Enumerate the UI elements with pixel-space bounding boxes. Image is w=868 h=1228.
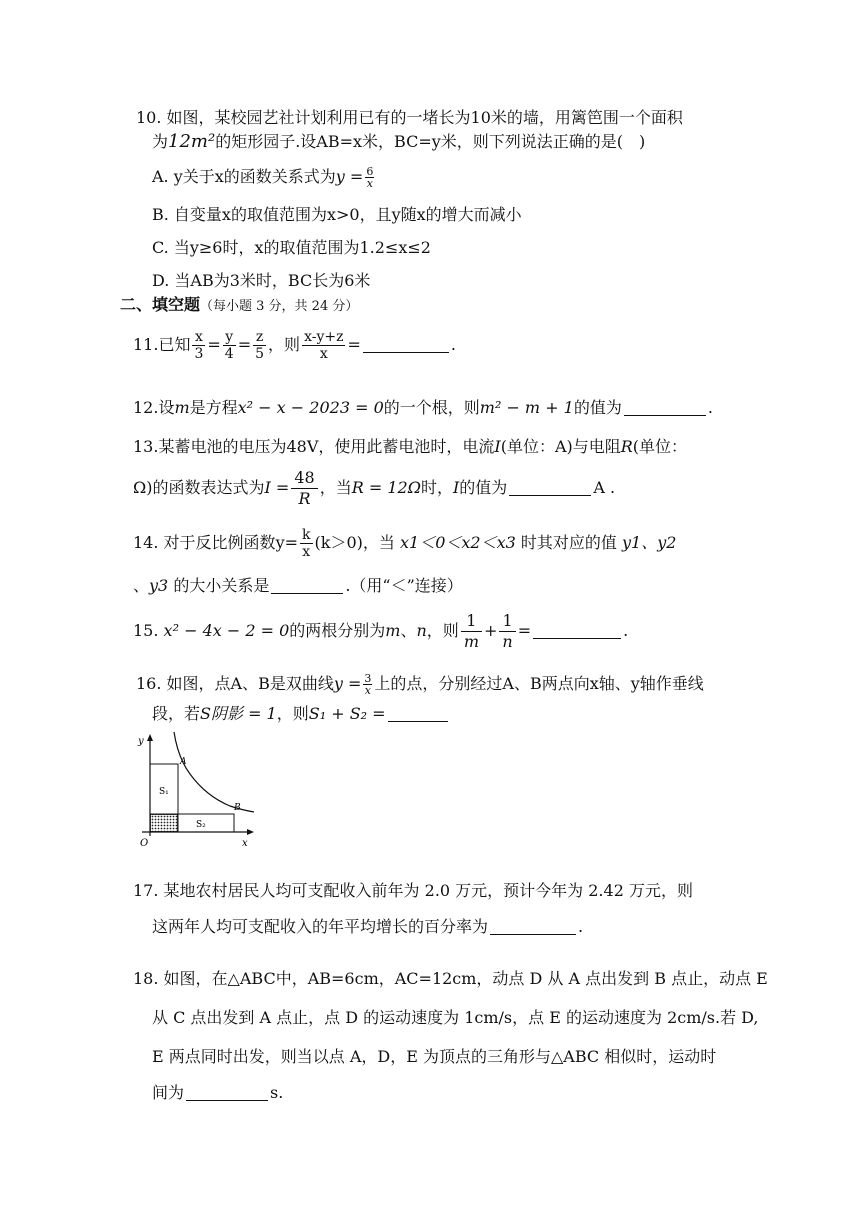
q14-pre: 对于反比例函数 xyxy=(163,533,276,552)
point-a-label: A xyxy=(180,757,187,767)
q10-frac-num: 6 xyxy=(366,165,374,178)
q12: 12.设m是方程x² − x − 2023 = 0的一个根，则m² − m + 1的值为 . xyxy=(133,398,713,417)
q13-formula-fraction xyxy=(291,468,317,509)
q14-fraction xyxy=(300,527,312,560)
q14-post: 时其对应的值 xyxy=(520,533,617,552)
q16-fraction xyxy=(363,673,372,696)
q11-f3-top: z xyxy=(253,329,266,346)
q15-answer-blank[interactable] xyxy=(533,622,621,639)
q13-formula-num: 48 xyxy=(291,468,317,489)
q10-option-b: B. 自变量x的取值范围为x>0，且y随x的增大而减小 xyxy=(152,205,522,224)
q17-text-1: 某地农村居民人均可支配收入前年为 2.0 万元，预计今年为 2.42 万元，则 xyxy=(163,881,693,900)
q10-frac-den: x xyxy=(366,177,373,190)
q17-number: 17. xyxy=(133,881,159,900)
y-axis-label: y xyxy=(138,736,144,747)
section-title: 二、填空题 xyxy=(120,295,201,314)
q11-f1-bot: 3 xyxy=(194,346,204,362)
q18-line2: 从 C 点出发到 A 点止，点 D 的运动速度为 1cm/s，点 E 的运动速度为 2cm/s.若 D, xyxy=(152,1008,759,1027)
q14-y3: y3 xyxy=(149,576,169,595)
q15-equals: = xyxy=(517,621,532,640)
section-note: （每小题 3 分，共 24 分） xyxy=(200,299,359,314)
q10-text-2b: 的矩形园子.设AB=x米，BC=y米，则下列说法正确的是( ) xyxy=(215,132,646,151)
q16-frac-bot: x xyxy=(364,684,372,697)
q13-r: R xyxy=(620,437,633,456)
q11-f2-bot: 4 xyxy=(224,346,234,362)
q12-text-b: 是方程 xyxy=(189,398,238,417)
q11-pre: 已知 xyxy=(158,335,191,354)
hyperbola-curve xyxy=(174,732,254,812)
shaded-region xyxy=(151,815,178,832)
q10-option-d: D. 当AB为3米时，BC长为6米 xyxy=(152,271,371,290)
q14-y: y= xyxy=(275,533,299,552)
q14-text-2b: 的大小关系是 xyxy=(173,576,270,595)
q17-answer-blank[interactable] xyxy=(490,918,576,935)
q18-answer-blank[interactable] xyxy=(186,1084,268,1101)
q12-text-a: 设 xyxy=(158,398,175,417)
q10-option-c: C. 当y≥6时，x的取值范围为1.2≤x≤2 xyxy=(152,238,431,257)
q15-equation: x² − 4x − 2 = 0 xyxy=(163,621,290,640)
q14-text-2a: 、 xyxy=(133,576,150,595)
q16-line2 xyxy=(152,703,450,725)
q10-text-2a: 为 xyxy=(152,132,169,151)
q10-option-a-y: y = xyxy=(335,167,364,186)
q12-text-c: 的一个根，则 xyxy=(383,398,480,417)
q14-answer-blank[interactable] xyxy=(271,577,343,594)
q13-number: 13. xyxy=(133,437,159,456)
q16-text-1a: 如图，点A、B是双曲线 xyxy=(166,674,334,693)
x-axis-label: x xyxy=(242,838,248,849)
q13-line2 xyxy=(133,468,615,509)
q15-frac-2 xyxy=(499,611,515,652)
q13-text-1c: (单位： xyxy=(632,437,688,456)
q17-text-2: 这两年人均可支配收入的年平均增长的百分率为 xyxy=(152,917,489,936)
q15: 15. x² − 4x − 2 = 0的两根分别为m、n，则 $\frac{1}{m}$ + $\frac{1}{n}$ = . xyxy=(133,611,629,651)
s1-label: S₁ xyxy=(159,787,169,797)
q13-answer-blank[interactable] xyxy=(509,479,591,496)
q14-line1 xyxy=(133,526,676,560)
q12-m: m xyxy=(174,398,190,417)
y-axis-arrow xyxy=(147,734,153,741)
q18-text-4a: 间为 xyxy=(152,1083,185,1102)
q16-line1 xyxy=(136,670,704,698)
q11-f4-bot: x xyxy=(319,346,328,362)
q15-frac-1 xyxy=(461,611,482,652)
q10-line1 xyxy=(136,107,683,129)
q10-number: 10. xyxy=(136,108,162,127)
q13-text-2a: Ω)的函数表达式为 xyxy=(133,478,265,497)
q13-line1 xyxy=(133,436,687,458)
q12-equation: x² − x − 2023 = 0 xyxy=(237,398,384,417)
q11-f1-top: x xyxy=(192,329,205,346)
q14-text-2c: .（用“＜”连接） xyxy=(345,576,463,595)
q10-option-a xyxy=(152,166,376,189)
q14-frac-bot: x xyxy=(302,544,311,560)
q16-number: 16. xyxy=(136,674,162,693)
q18-text-4b: s. xyxy=(270,1083,284,1102)
q16-sum: S₁ + S₂ = xyxy=(308,704,386,723)
q15-text-a: 的两根分别为 xyxy=(289,621,386,640)
x-axis-arrow xyxy=(247,829,254,835)
q12-expr: m² − m + 1 xyxy=(479,398,574,417)
q11-frac-z xyxy=(253,329,266,362)
q13-unit: A . xyxy=(593,478,616,497)
q18-number: 18. xyxy=(133,969,159,988)
q15-f2-bot: n xyxy=(502,632,513,651)
point-b-label: B xyxy=(234,803,241,813)
q16-text-1b: 上的点，分别经过A、B两点向x轴、y轴作垂线 xyxy=(374,674,704,693)
q17-line1 xyxy=(133,880,693,902)
q14-frac-top: k xyxy=(302,527,311,543)
q12-text-d: 的值为 xyxy=(573,398,622,417)
q15-sep: 、 xyxy=(400,621,417,640)
q15-f1-top: 1 xyxy=(461,611,482,632)
q15-f2-top: 1 xyxy=(499,611,515,632)
q13-text-2c: 时， xyxy=(420,478,453,497)
q10-text-1: 如图，某校园艺社计划利用已有的一堵长为10米的墙，用篱笆围一个面积 xyxy=(166,108,683,127)
q11-frac-x xyxy=(192,329,205,362)
q11-equals: = xyxy=(347,335,361,354)
q15-text-b: ，则 xyxy=(426,621,459,640)
q15-m: m xyxy=(385,621,401,640)
q13-i: I xyxy=(494,437,501,456)
q16-text-2b: ，则 xyxy=(276,704,309,723)
q16-shaded-area: S阴影 = 1 xyxy=(200,704,277,723)
q13-i-2: I xyxy=(452,478,460,497)
q11: 11.已知 $\frac{x}{3}$ = $\frac{y}{4}$ = $\frac{z}{5}$ ，则 $\frac{x-y+z}{x}$ = . xyxy=(133,329,456,362)
q11-mid: ，则 xyxy=(268,335,301,354)
q16-y: y = xyxy=(333,674,362,693)
q13-formula-lhs: I = xyxy=(264,478,290,497)
q18-line1 xyxy=(133,968,768,990)
q14-inequality: x1＜0＜x2＜x3 xyxy=(399,533,516,552)
q11-f3-bot: 5 xyxy=(255,346,265,362)
q13-condition: R = 12Ω xyxy=(351,478,421,497)
q10-option-a-text: A. y关于x的函数关系式为 xyxy=(152,167,336,186)
q16-answer-blank[interactable] xyxy=(388,705,448,722)
q14-condition: (k＞0) xyxy=(314,533,363,552)
q16-frac-top: 3 xyxy=(364,672,372,685)
q14-values: y1、y2 xyxy=(621,533,677,552)
q10-option-a-fraction xyxy=(365,166,374,189)
q10-line2 xyxy=(152,131,645,153)
q13-text-2b: ，当 xyxy=(319,478,352,497)
q15-number: 15. xyxy=(133,621,159,640)
q15-plus: + xyxy=(483,621,498,640)
q12-number: 12. xyxy=(133,398,159,417)
q15-n: n xyxy=(416,621,427,640)
q10-area: 12m² xyxy=(168,131,216,152)
q17-line2: 这两年人均可支配收入的年平均增长的百分率为 . xyxy=(152,917,584,936)
s2-label: S₂ xyxy=(196,820,206,830)
q13-text-1b: (单位：A)与电阻 xyxy=(500,437,621,456)
q11-answer-blank[interactable] xyxy=(363,336,449,353)
q13-text-2d: 的值为 xyxy=(459,478,508,497)
q11-frac-expr xyxy=(302,329,345,362)
q18-line4 xyxy=(152,1082,283,1104)
q16-text-2a: 段，若 xyxy=(152,704,201,723)
q13-formula-den: R xyxy=(298,489,311,508)
section-heading xyxy=(120,294,358,318)
origin-label: O xyxy=(140,838,149,849)
q11-f4-top: x-y+z xyxy=(304,329,344,345)
q11-number: 11. xyxy=(133,335,159,354)
q11-frac-y xyxy=(223,329,236,362)
q11-f2-top: y xyxy=(223,329,236,346)
q13-text-1: 某蓄电池的电压为48V，使用此蓄电池时，电流 xyxy=(158,437,495,456)
hyperbola-figure xyxy=(130,728,260,852)
q18-text-1: 如图，在△ABC中，AB=6cm，AC=12cm，动点 D 从 A 点出发到 B 点止，动点 E xyxy=(163,969,768,988)
q15-f1-bot: m xyxy=(463,632,479,651)
q12-answer-blank[interactable] xyxy=(624,399,706,416)
q14-line2 xyxy=(133,575,463,597)
q18-line3: E 两点同时出发，则当以点 A，D，E 为顶点的三角形与△ABC 相似时，运动时 xyxy=(152,1047,717,1066)
q14-mid: ，当 xyxy=(362,533,395,552)
q14-number: 14. xyxy=(133,533,159,552)
